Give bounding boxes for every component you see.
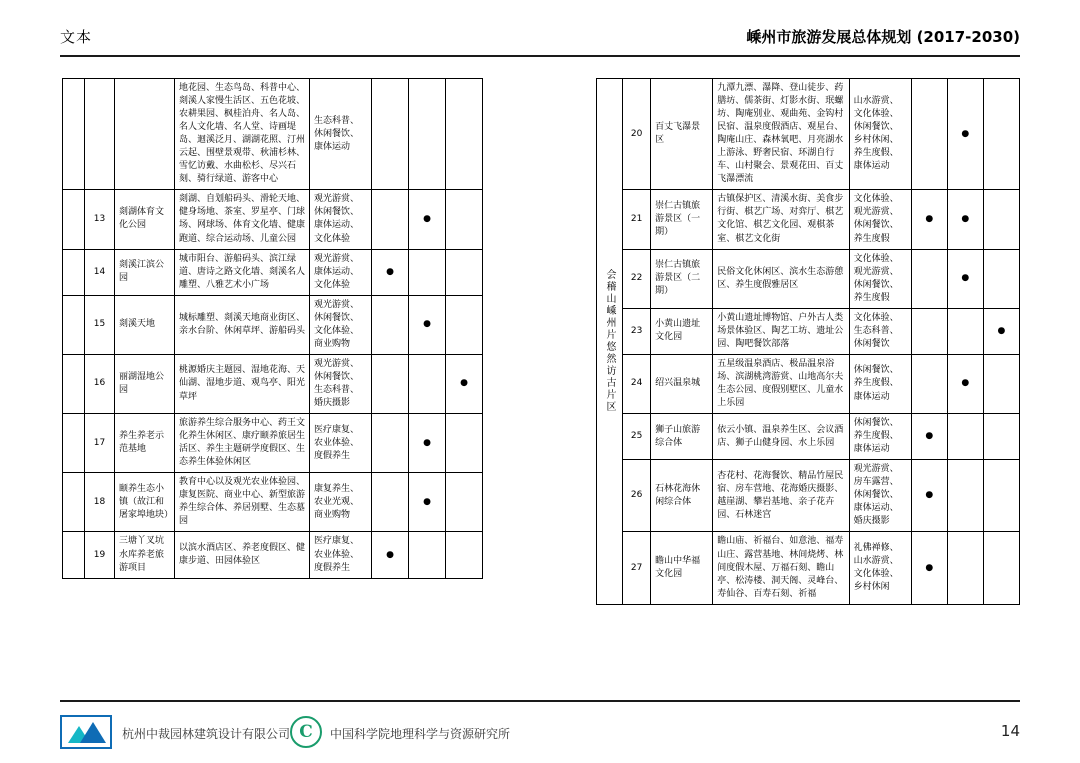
project-name: 小黄山遗址文化园	[651, 308, 713, 354]
project-type: 休闲餐饮、养生度假、康体运动	[849, 354, 911, 413]
page-number: 14	[1000, 722, 1020, 740]
mark-a	[911, 354, 947, 413]
project-type: 文化体验、生态科普、休闲餐饮	[849, 308, 911, 354]
mark-a: ●	[372, 532, 409, 578]
row-number: 20	[623, 79, 651, 190]
mark-c	[446, 473, 483, 532]
table-row	[597, 532, 1020, 604]
zone-cell	[63, 295, 85, 354]
project-content: 旅游养生综合服务中心、药王文化养生休闲区、康疗颐养旅居生活区、养生主题研学度假区、生态养生体验休闲区	[175, 414, 310, 473]
project-type: 生态科普、休闲餐饮、康体运动	[310, 79, 372, 190]
mark-b: ●	[409, 473, 446, 532]
mark-a	[911, 249, 947, 308]
header-left-label: 文本	[60, 28, 93, 46]
project-content: 依云小镇、温泉养生区、会议酒店、狮子山健身园、水上乐园	[713, 414, 849, 460]
project-type: 观光游赏、休闲餐饮、文化体验、商业购物	[310, 295, 372, 354]
project-content: 九潭九漂、瀑降、登山徒步、药膳坊、儒茶街、灯影水街、珉螺坊、陶庵别业、观曲苑、金钩村民宿、温泉度假酒店、观星台、陶庵山庄、森林氧吧、月亮湖水上游泳、野奢民宿、环湖自行车、山村聚会、景观花田、百丈飞瀑漂流	[713, 79, 849, 190]
mark-c	[983, 79, 1019, 190]
zone-cell	[63, 414, 85, 473]
mark-a	[911, 79, 947, 190]
project-type: 医疗康复、农业体验、度假养生	[310, 414, 372, 473]
table-row	[597, 460, 1020, 532]
project-name: 石林花海休闲综合体	[651, 460, 713, 532]
table-row	[597, 354, 1020, 413]
row-number: 21	[623, 190, 651, 249]
project-type: 休闲餐饮、养生度假、康体运动	[849, 414, 911, 460]
mark-c: ●	[446, 354, 483, 413]
project-name: 崇仁古镇旅游景区（一期）	[651, 190, 713, 249]
company-logo-icon	[60, 715, 112, 749]
mark-c	[983, 532, 1019, 604]
mark-c	[446, 190, 483, 249]
mark-a	[372, 473, 409, 532]
table-row	[63, 473, 483, 532]
mark-a: ●	[911, 190, 947, 249]
table-row	[597, 190, 1020, 249]
row-number: 15	[85, 295, 115, 354]
table-row	[63, 532, 483, 578]
mark-b	[947, 532, 983, 604]
mark-b: ●	[947, 79, 983, 190]
table-row	[63, 249, 483, 295]
mark-b: ●	[409, 295, 446, 354]
project-type: 医疗康复、农业体验、度假养生	[310, 532, 372, 578]
table-row	[63, 414, 483, 473]
project-content: 五星级温泉酒店、极品温泉浴场、滨湖桃湾游赏、山地高尔夫生态公园、度假别墅区、儿童水上乐园	[713, 354, 849, 413]
footer-org-1: 杭州中裁园林建筑设计有限公司	[122, 727, 291, 741]
mark-b: ●	[409, 190, 446, 249]
row-number: 26	[623, 460, 651, 532]
row-number: 24	[623, 354, 651, 413]
mark-b: ●	[947, 354, 983, 413]
row-number: 14	[85, 249, 115, 295]
project-content: 民俗文化休闲区、滨水生态游憩区、养生度假雅居区	[713, 249, 849, 308]
row-number: 22	[623, 249, 651, 308]
row-number: 25	[623, 414, 651, 460]
project-type: 观光游赏、康体运动、文化体验	[310, 249, 372, 295]
mark-b	[409, 249, 446, 295]
project-content: 以滨水酒店区、养老度假区、健康步道、田园体验区	[175, 532, 310, 578]
header-document-title: 嵊州市旅游发展总体规划 (2017-2030)	[746, 28, 1020, 46]
project-content: 剡湖、自划船码头、滑轮天地、健身场地、茶室、罗星亭、门球场、网球场、体育文化墙、健康跑道、综合运动场、儿童公园	[175, 190, 310, 249]
mark-b: ●	[409, 414, 446, 473]
mark-c	[983, 190, 1019, 249]
mark-b	[947, 460, 983, 532]
zone-cell	[63, 473, 85, 532]
project-type: 山水游赏、文化体验、休闲餐饮、乡村休闲、养生度假、康体运动	[849, 79, 911, 190]
project-content: 杏花村、花海餐饮、精品竹屋民宿、房车营地、花海婚庆摄影、越崖湖、攀岩基地、亲子花卉园、石林迷宫	[713, 460, 849, 532]
project-name: 剡湖体育文化公园	[115, 190, 175, 249]
mark-b: ●	[947, 190, 983, 249]
mark-a	[372, 354, 409, 413]
mark-a: ●	[911, 532, 947, 604]
row-number	[85, 79, 115, 190]
header-divider	[60, 55, 1020, 57]
mark-c	[446, 79, 483, 190]
zone-cell	[597, 79, 623, 605]
row-number: 13	[85, 190, 115, 249]
project-name: 剡溪江滨公园	[115, 249, 175, 295]
project-content: 城市阳台、游船码头、滨江绿道、唐诗之路文化墙、剡溪名人雕塑、八雅艺术小广场	[175, 249, 310, 295]
project-type: 观光游赏、房车露营、休闲餐饮、康体运动、婚庆摄影	[849, 460, 911, 532]
project-name: 丽湖湿地公园	[115, 354, 175, 413]
project-type: 文化体验、观光游赏、休闲餐饮、养生度假	[849, 249, 911, 308]
project-type: 观光游赏、休闲餐饮、生态科普、婚庆摄影	[310, 354, 372, 413]
zone-cell	[63, 190, 85, 249]
table-row	[597, 79, 1020, 190]
table-row	[597, 414, 1020, 460]
left-project-table	[62, 78, 483, 579]
mark-b	[409, 532, 446, 578]
project-type: 文化体验、观光游赏、休闲餐饮、养生度假	[849, 190, 911, 249]
mark-a	[372, 295, 409, 354]
project-name: 养生养老示范基地	[115, 414, 175, 473]
zone-label: 会稽山嵊州片悠然访古片区	[604, 269, 616, 414]
mark-c	[446, 249, 483, 295]
mark-a	[372, 79, 409, 190]
table-row	[597, 249, 1020, 308]
project-name: 狮子山旅游综合体	[651, 414, 713, 460]
mark-c	[983, 249, 1019, 308]
mark-a	[372, 414, 409, 473]
project-content: 城标雕塑、剡溪天地商业街区、亲水台阶、休闲草坪、游船码头	[175, 295, 310, 354]
mark-c	[446, 295, 483, 354]
mark-b	[947, 308, 983, 354]
project-content: 小黄山遗址博物馆、户外古人类场景体验区、陶艺工坊、遗址公园、陶吧餐饮部落	[713, 308, 849, 354]
mark-b: ●	[947, 249, 983, 308]
project-name	[115, 79, 175, 190]
table-row	[63, 79, 483, 190]
footer-divider	[60, 700, 1020, 702]
zone-cell	[63, 79, 85, 190]
mark-c	[983, 414, 1019, 460]
mark-c: ●	[983, 308, 1019, 354]
mark-b	[409, 79, 446, 190]
mark-b	[947, 414, 983, 460]
table-row	[63, 190, 483, 249]
project-type: 康复养生、农业光观、商业购物	[310, 473, 372, 532]
project-content: 桃源婚庆主题园、湿地花海、天仙湖、湿地步道、观鸟亭、阳光草坪	[175, 354, 310, 413]
project-name: 三塘丫叉坑水库养老旅游项目	[115, 532, 175, 578]
project-name: 颐养生态小镇（故江和屠家埠地块）	[115, 473, 175, 532]
project-name: 绍兴温泉城	[651, 354, 713, 413]
mark-a: ●	[911, 460, 947, 532]
table-row	[63, 354, 483, 413]
row-number: 19	[85, 532, 115, 578]
project-name: 崇仁古镇旅游景区（二期）	[651, 249, 713, 308]
mark-a: ●	[911, 414, 947, 460]
zone-cell	[63, 354, 85, 413]
row-number: 23	[623, 308, 651, 354]
mark-c	[983, 460, 1019, 532]
project-content: 古镇保护区、清溪水街、美食步行街、棋艺广场、对弈厅、棋艺文化馆、棋艺文化园、观棋茶室、棋艺文化街	[713, 190, 849, 249]
table-row	[597, 308, 1020, 354]
row-number: 27	[623, 532, 651, 604]
row-number: 18	[85, 473, 115, 532]
project-name: 瞻山中华福文化园	[651, 532, 713, 604]
right-project-table	[596, 78, 1020, 605]
zone-cell	[63, 249, 85, 295]
project-name: 剡溪天地	[115, 295, 175, 354]
project-content: 地花园、生态鸟岛、科普中心、剡溪人家慢生活区、五色花坡、农耕果园、枫桂泊舟、名人岛、名人文化墙、名人堂、诗画堤岛、迴溪泛月、湖湖花照、汀州云起、围壁景观带、秋浦杉林、雪忆访戴、水曲松杉、尽兴石刻、骑行绿道、游客中心	[175, 79, 310, 190]
mark-c	[446, 414, 483, 473]
zone-cell	[63, 532, 85, 578]
institute-logo-icon: C	[290, 716, 322, 748]
mark-b	[409, 354, 446, 413]
page-header	[60, 26, 1020, 47]
project-name: 百丈飞瀑景区	[651, 79, 713, 190]
mark-a: ●	[372, 249, 409, 295]
row-number: 16	[85, 354, 115, 413]
mark-c	[983, 354, 1019, 413]
row-number: 17	[85, 414, 115, 473]
project-type: 观光游赏、休闲餐饮、康体运动、文化体验	[310, 190, 372, 249]
footer-org-2: 中国科学院地理科学与资源研究所	[330, 727, 511, 741]
mark-a	[372, 190, 409, 249]
project-content: 瞻山庙、祈福台、如意池、福寿山庄、露营基地、林间烧烤、林间度假木屋、万福石刻、瞻山亭、松涛楼、洞天阁、灵峰台、寿仙谷、百寿石刻、祈福	[713, 532, 849, 604]
mark-a	[911, 308, 947, 354]
mark-c	[446, 532, 483, 578]
page-footer	[60, 710, 1020, 754]
project-type: 礼佛禅修、山水游赏、文化体验、乡村休闲	[849, 532, 911, 604]
project-content: 教育中心以及观光农业体验园、康复医院、商业中心、新型旅游养生综合体、养居别墅、生态墓园	[175, 473, 310, 532]
table-row	[63, 295, 483, 354]
